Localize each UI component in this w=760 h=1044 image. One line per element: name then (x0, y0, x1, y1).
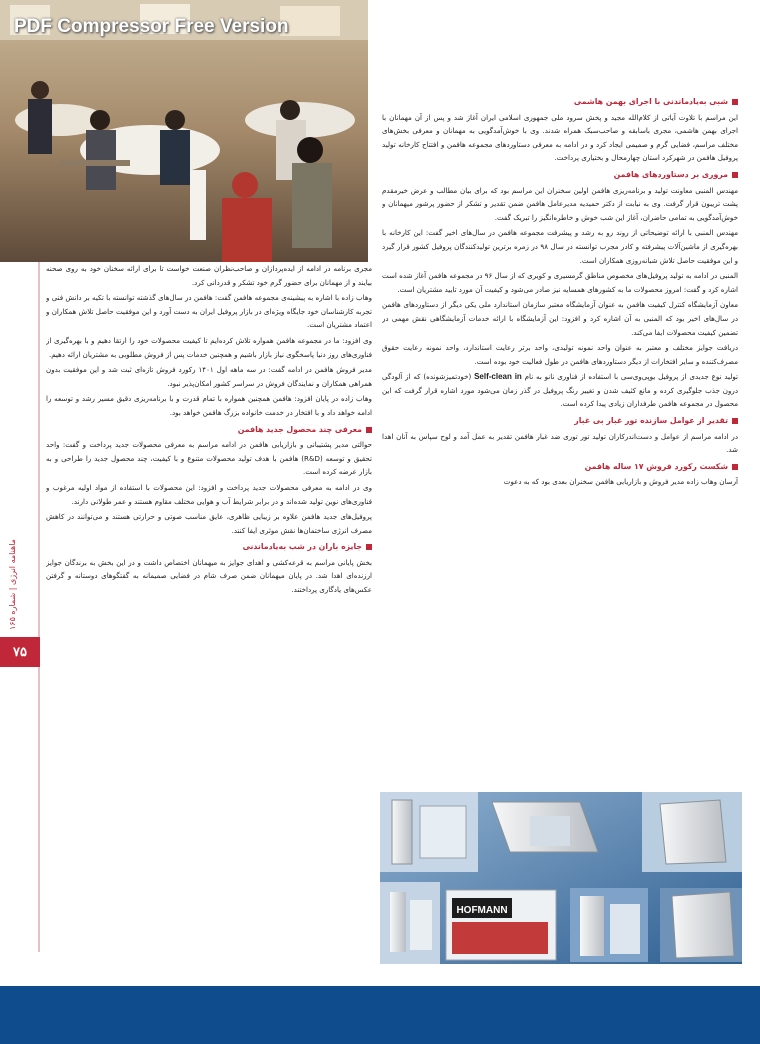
watermark: PDF Compressor Free Version (14, 16, 289, 37)
section-heading: شکست رکورد فروش ۱۷ ساله هافمن (382, 460, 738, 474)
bullet-icon (366, 544, 372, 550)
paragraph: وی در ادامه به معرفی محصولات جدید پرداخت و افزود: این محصولات با استفاده از مواد اولیه مرغوب و فناوری‌های نوین تولید شده‌اند و در برابر شرایط آب و هوایی مختلف مقاوم هستند و عمر طولانی دارند. (46, 482, 372, 506)
paragraph: وهاب زاده با اشاره به پیشینه‌ی مجموعه هافمن گفت: هافمن در سال‌های گذشته توانسته با تکیه بر دانش فنی و تجربه کارشناسان خود جایگاه ویژه‌ای در بازار پروفیل ایران به دست آورد و این موفقیت حاصل تلاش همکاران و اعتماد مشتریان است. (46, 293, 372, 330)
paragraph: این مراسم با تلاوت آیاتی از کلام‌الله مجید و پخش سرود ملی جمهوری اسلامی ایران آغاز شد و پس از آن مهمانان با اجرای بهمن هاشمی، مجری باسابقه و صاحب‌سبک همراه شدند. وی با خوش‌آمدگویی به مهمانان و معرفی بخش‌های مختلف مراسم، فضایی گرم و صمیمی ایجاد کرد و در ادامه به معرفی دستاوردهای مجموعه هافمن و افتتاح کارخانه تولید پروفیل هافمن در شهرکرد استان چهارمحال و بختیاری پرداخت. (382, 112, 738, 163)
bullet-icon (366, 427, 372, 433)
bullet-icon (732, 464, 738, 470)
paragraph: تولید نوع جدیدی از پروفیل یوپی‌وی‌سی با استفاده از فناوری نانو به نام Self-clean in (خودتمیزشونده) که از آلودگی درون جذب جلوگیری کرده و مانع کثیف شدن و تغییر رنگ پروفیل در گذر زمان می‌شود مورد اشاره قرار گرفت که این محصول در مجموعه هافمن طرفداران زیادی پیدا کرده است. (382, 372, 738, 409)
paragraph: در ادامه مراسم از عوامل و دست‌اندرکاران تولید تور توری ضد غبار هافمن تقدیر به عمل آمد و لوح سپاس به آنان اهدا شد. (382, 431, 738, 455)
footer-band (0, 986, 760, 1044)
paragraph: دریافت جوایز مختلف و معتبر به عنوان واحد نمونه تولیدی، واحد برتر رعایت استاندارد، واحد نمونه رعایت حقوق مصرف‌کننده و سایر افتخارات از دیگر دستاوردهای هافمن در طول فعالیت خود بوده است. (382, 343, 738, 366)
event-photo (0, 0, 368, 262)
paragraph: آرسان وهاب زاده مدیر فروش و بازاریابی هافمن سخنران بعدی بود که به دعوت (503, 477, 738, 487)
section-heading: جایزه باران در شب به‌یادماندنی (46, 540, 372, 554)
paragraph: المنبی در ادامه به تولید پروفیل‌های مخصوص مناطق گرمسیری و کویری که از سال ۹۶ در مجموعه هافمن آغاز شده است اشاره کرد و گفت: امروز محصولات ما به کشورهای همسایه نیز صادر می‌شود و کیفیت آن مورد تایید مشتریان است. (382, 271, 738, 294)
bullet-icon (732, 172, 738, 178)
paragraph: پروفیل‌های جدید هافمن علاوه بر زیبایی ظاهری، عایق مناسب صوتی و حرارتی هستند و می‌توانند در کاهش مصرف انرژی ساختمان‌ها نقش موثری ایفا کنند. (46, 512, 372, 535)
product-collage (380, 792, 742, 964)
paragraph: وهاب زاده در پایان افزود: هافمن همچنین همواره با تمام قدرت و با برنامه‌ریزی دقیق مسیر رشد و توسعه را ادامه خواهد داد و با افتخار در خدمت خانواده بزرگ هافمن خواهد بود. (46, 394, 372, 417)
paragraph: بخش پایانی مراسم به قرعه‌کشی و اهدای جوایز به میهمانان اختصاص داشت و در این بخش به برندگان جوایز ارزنده‌ای اهدا شد. در پایان میهمانان ضمن صرف شام در فضایی صمیمانه به گفتگوهای دوستانه و گرفتن عکس‌های یادگاری پرداختند. (46, 557, 372, 595)
left-column (46, 262, 372, 952)
side-label: ماهنامه انرژی | شماره ۱۶۵ (8, 539, 17, 630)
product-name: Self-clean in (474, 372, 522, 382)
section-heading: مروری بر دستاوردهای هافمن (382, 168, 738, 182)
paragraph: مهندس المنبی معاونت تولید و برنامه‌ریزی هافمن اولین سخنران این مراسم بود که برای بیان مطالب و عرض خیرمقدم پشت تریبون قرار گرفت. وی به نیابت از دکتر حمیدیه مدیرعامل هافمن ضمن تقدیر و تشکر از حضور پرشور میهمانان و خوش‌آمدگویی به تمامی حاضران، آغاز این شب خوش و خاطره‌انگیز را تبریک گفت. (382, 185, 738, 222)
column-rule (38, 262, 40, 952)
right-column (382, 92, 738, 792)
bullet-icon (732, 418, 738, 424)
paragraph: مدیر فروش هافمن در ادامه گفت: در سه ماهه اول ۱۴۰۱ رکورد فروش تازه‌ای ثبت شد و این موفقیت بدون همراهی همکاران و نمایندگان فروش در سراسر کشور امکان‌پذیر نبود. (46, 365, 372, 388)
section-heading: شبی به‌یادماندنی با اجرای بهمن هاشمی (382, 95, 738, 109)
section-heading: تقدیر از عوامل سازنده تور غبار بی غبار (382, 414, 738, 428)
paragraph: مجری برنامه در ادامه از ایده‌پردازان و صاحب‌نظران صنعت خواست تا برای ارائه سخنان خود به روی صحنه بیایند و از مهمانان برای حضور گرم خود تشکر و قدردانی کرد. (46, 264, 372, 287)
bullet-icon (732, 99, 738, 105)
brand-sign: HOFMANN (456, 905, 508, 916)
page-number: ۷۵ (0, 637, 40, 667)
paragraph: حوالتی مدیر پشتیبانی و بازاریابی هافمن در ادامه مراسم به معرفی محصولات جدید پرداخت و گفت: واحد تحقیق و توسعه (R&D) هافمن با هدف تولید محصولات متنوع و با کیفیت، چند محصول جدید را طراحی و به بازار عرضه کرده است. (46, 440, 372, 477)
paragraph: مهندس المنبی با ارائه توضیحاتی از روند رو به رشد و پیشرفت مجموعه هافمن در سال‌های اخیر گفت: این کارخانه با بهره‌گیری از ماشین‌آلات پیشرفته و کادر مجرب توانسته در سال ۹۸ در زمره برترین تولیدکنندگان پروفیل کشور قرار گیرد و این موفقیت حاصل تلاش شبانه‌روزی همکاران است. (382, 228, 738, 265)
section-heading: معرفی چند محصول جدید هافمن (46, 423, 372, 437)
paragraph: معاون آزمایشگاه کنترل کیفیت هافمن به عنوان آزمایشگاه معتبر سازمان استاندارد ملی یکی دیگر از دستاوردهای هافمن در سال‌های اخیر بود که المنبی به آن اشاره کرد و افزود: این آزمایشگاه با ارائه خدمات آزمایشگاهی نقش مهمی در تضمین کیفیت محصولات ایفا می‌کند. (382, 300, 738, 337)
paragraph: وی افزود: ما در مجموعه هافمن همواره تلاش کرده‌ایم تا کیفیت محصولات خود را ارتقا دهیم و با بهره‌گیری از فناوری‌های روز دنیا پاسخگوی نیاز بازار باشیم و همچنین خدمات پس از فروش مطلوبی به مشتریان ارائه دهیم. (46, 335, 372, 359)
